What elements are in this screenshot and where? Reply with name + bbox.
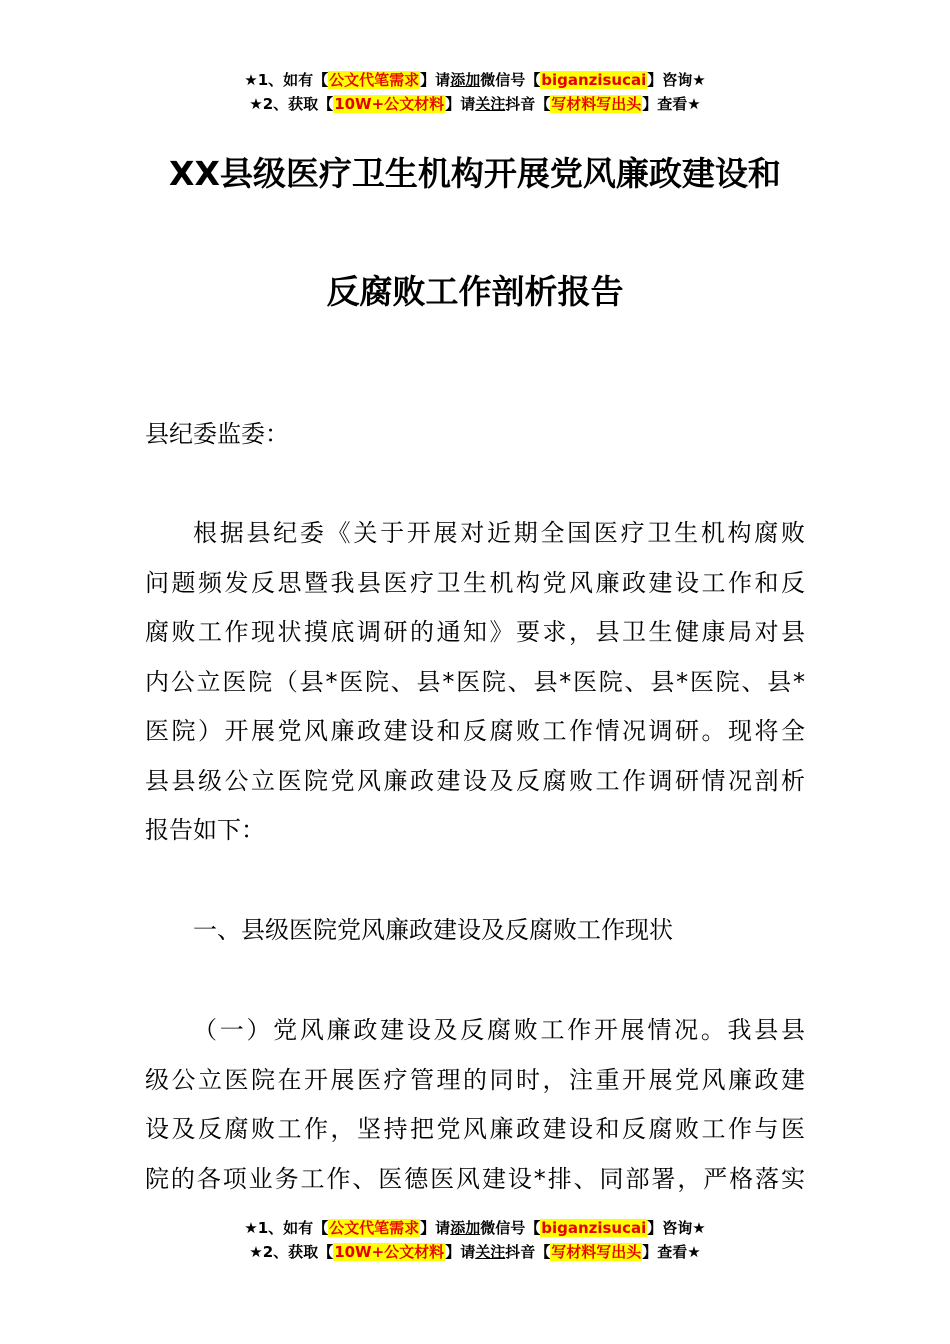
banner-text: 】请 bbox=[420, 71, 451, 89]
banner-text: ★2、获取【 bbox=[249, 1243, 334, 1261]
banner-text: 微信号【 bbox=[480, 71, 541, 89]
paragraph-line: 设及反腐败工作，坚持把党风廉政建设和反腐败工作与医 bbox=[145, 1115, 805, 1143]
banner-highlight: 公文代笔需求 bbox=[329, 71, 420, 89]
banner-line-2 bbox=[0, 92, 950, 116]
banner-text: ★2、获取【 bbox=[249, 95, 334, 113]
banner-highlight: biganzisucai bbox=[541, 1219, 647, 1237]
section-heading-1: 一、县级医院党风廉政建设及反腐败工作现状 bbox=[193, 916, 673, 944]
paragraph-line: 内公立医院（县*医院、县*医院、县*医院、县*医院、县* bbox=[145, 667, 805, 696]
paragraph-line: 级公立医院在开展医疗管理的同时，注重开展党风廉政建 bbox=[145, 1065, 805, 1094]
paragraph-line: 院的各项业务工作、医德医风建设*排、同部署，严格落实 bbox=[145, 1164, 805, 1193]
banner-highlight: 10W+公文材料 bbox=[334, 1243, 445, 1261]
paragraph-line: 根据县纪委《关于开展对近期全国医疗卫生机构腐败 bbox=[193, 519, 805, 547]
banner-highlight: biganzisucai bbox=[541, 71, 647, 89]
salutation: 县纪委监委： bbox=[145, 420, 289, 448]
banner-line-1 bbox=[0, 68, 950, 92]
banner-line-2 bbox=[0, 1240, 950, 1264]
banner-text: 】请 bbox=[445, 1243, 476, 1261]
paragraph-line: 报告如下： bbox=[145, 816, 265, 844]
banner-text: 抖音【 bbox=[505, 95, 551, 113]
banner-underline: 关注 bbox=[475, 95, 506, 113]
banner-text: 】查看★ bbox=[642, 1243, 701, 1261]
body-paragraph-2 bbox=[145, 1006, 805, 1204]
banner-highlight: 写材料写出头 bbox=[551, 1243, 642, 1261]
document-title-line-2: 反腐败工作剖析报告 bbox=[326, 272, 624, 311]
banner-underline: 添加 bbox=[450, 1219, 481, 1237]
banner-text: 】请 bbox=[420, 1219, 451, 1237]
banner-line-1 bbox=[0, 1216, 950, 1240]
banner-underline: 关注 bbox=[475, 1243, 506, 1261]
banner-highlight: 公文代笔需求 bbox=[329, 1219, 420, 1237]
document-title-line-1: XX县级医疗卫生机构开展党风廉政建设和 bbox=[169, 154, 781, 193]
banner-text: 抖音【 bbox=[505, 1243, 551, 1261]
paragraph-line: 腐败工作现状摸底调研的通知》要求，县卫生健康局对县 bbox=[145, 618, 805, 646]
banner-text: 】查看★ bbox=[642, 95, 701, 113]
banner-highlight: 10W+公文材料 bbox=[334, 95, 445, 113]
bottom-banner bbox=[0, 1216, 950, 1264]
banner-text: 微信号【 bbox=[480, 1219, 541, 1237]
paragraph-line: 问题频发反思暨我县医疗卫生机构党风廉政建设工作和反 bbox=[145, 568, 805, 597]
banner-text: 】咨询★ bbox=[647, 1219, 706, 1237]
banner-text: ★1、如有【 bbox=[244, 1219, 329, 1237]
banner-text: 】请 bbox=[445, 95, 476, 113]
banner-highlight: 写材料写出头 bbox=[551, 95, 642, 113]
banner-underline: 添加 bbox=[450, 71, 481, 89]
banner-text: ★1、如有【 bbox=[244, 71, 329, 89]
paragraph-line: （一）党风廉政建设及反腐败工作开展情况。我县县 bbox=[193, 1016, 805, 1044]
top-banner bbox=[0, 68, 950, 116]
paragraph-line: 医院）开展党风廉政建设和反腐败工作情况调研。现将全 bbox=[145, 717, 805, 745]
banner-text: 】咨询★ bbox=[647, 71, 706, 89]
body-paragraph-1 bbox=[145, 509, 805, 856]
paragraph-line: 县县级公立医院党风廉政建设及反腐败工作调研情况剖析 bbox=[145, 766, 805, 795]
